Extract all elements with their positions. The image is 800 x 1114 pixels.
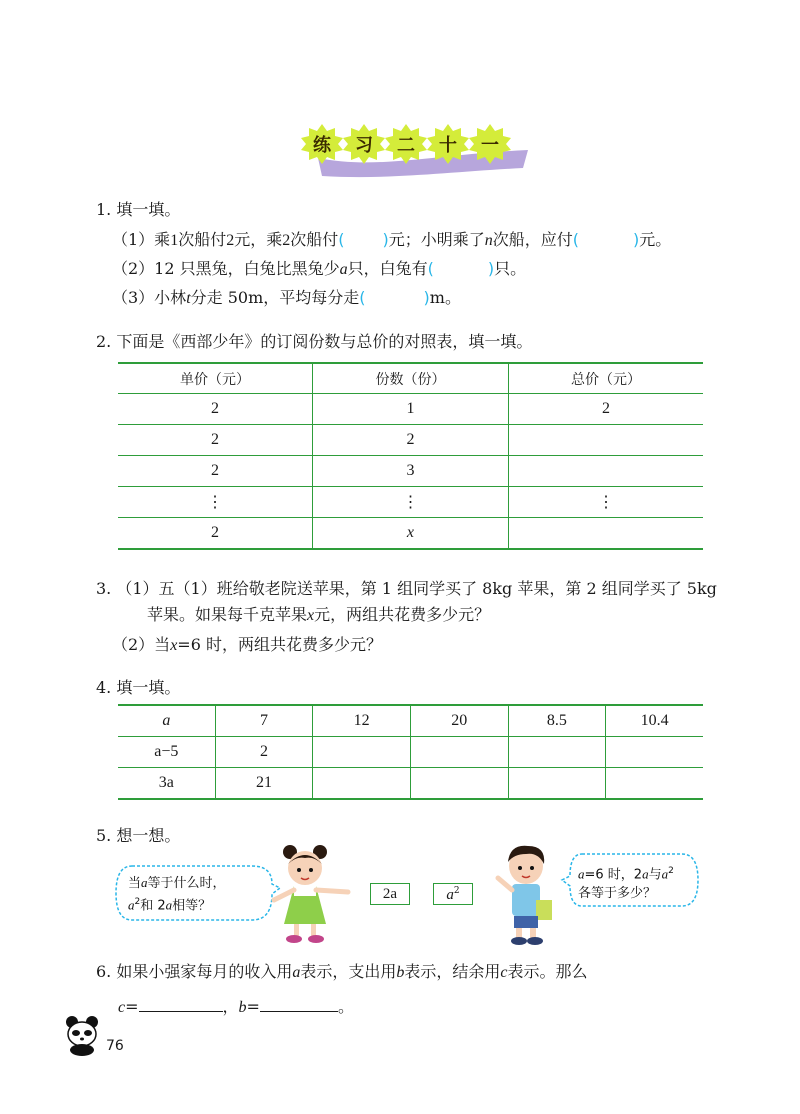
table-cell: ⋮ bbox=[508, 487, 703, 518]
q3-line-3: （2）当x=6 时，两组共花费多少元？ bbox=[112, 635, 382, 654]
expression-box-2a: 2a bbox=[370, 883, 410, 905]
answer-underline-c[interactable] bbox=[139, 995, 223, 1012]
answer-blank-2[interactable]: ( ) bbox=[572, 230, 640, 249]
q3-line-2: 苹果。如果每千克苹果x元，两组共花费多少元？ bbox=[147, 605, 491, 624]
answer-cell[interactable] bbox=[410, 737, 508, 768]
table-row bbox=[118, 518, 703, 550]
boy-illustration bbox=[494, 838, 564, 948]
answer-cell[interactable] bbox=[313, 737, 411, 768]
column-header: 份数（份） bbox=[313, 363, 509, 394]
title-char: 一 bbox=[481, 135, 499, 156]
panda-icon bbox=[62, 1014, 104, 1056]
page-number: 76 bbox=[106, 1038, 124, 1054]
title-char: 练 bbox=[313, 135, 331, 156]
answer-blank-4[interactable]: ( ) bbox=[359, 288, 430, 307]
answer-cell[interactable] bbox=[606, 737, 703, 768]
answer-cell[interactable] bbox=[508, 737, 606, 768]
q1-line-2: （2）12 只黑兔，白兔比黑兔少a只，白兔有( )只。 bbox=[112, 259, 527, 278]
table-cell: 12 bbox=[313, 705, 411, 737]
table-cell: 2 bbox=[118, 425, 313, 456]
table-cell: 21 bbox=[215, 768, 313, 800]
title-char: 十 bbox=[439, 135, 457, 156]
table-cell: 2 bbox=[215, 737, 313, 768]
title-badge bbox=[342, 124, 386, 164]
title-badge bbox=[384, 124, 428, 164]
title-char: 习 bbox=[355, 135, 373, 156]
table-cell: 10.4 bbox=[606, 705, 703, 737]
subscription-table bbox=[118, 362, 703, 550]
table-cell: 2 bbox=[508, 394, 703, 425]
table-row bbox=[118, 768, 703, 800]
table-cell: 2 bbox=[118, 518, 313, 550]
q2-heading: 2. 下面是《西部少年》的订阅份数与总价的对照表，填一填。 bbox=[96, 332, 533, 351]
answer-blank-1[interactable]: ( ) bbox=[338, 230, 389, 249]
q1-line-3: （3）小林t分走 50m，平均每分走( )m。 bbox=[112, 288, 461, 307]
answer-cell[interactable] bbox=[410, 768, 508, 800]
q1-line-1: （1）乘1次船付2元，乘2次船付( )元；小明乘了n次船，应付( )元。 bbox=[112, 230, 672, 249]
answer-underline-b[interactable] bbox=[260, 995, 338, 1012]
table-cell: 1 bbox=[313, 394, 509, 425]
answer-cell[interactable] bbox=[313, 768, 411, 800]
column-header: 总价（元） bbox=[508, 363, 703, 394]
table-cell: 7 bbox=[215, 705, 313, 737]
row-label: 3a bbox=[118, 768, 215, 800]
table-row bbox=[118, 456, 703, 487]
q5-heading: 5. 想一想。 bbox=[96, 826, 181, 845]
q1-heading: 1. 填一填。 bbox=[96, 200, 181, 219]
boy-speech-text: a=6 时，2a与$a^2$ 各等于多少？ bbox=[578, 866, 674, 902]
answer-cell[interactable] bbox=[508, 518, 703, 550]
table-cell: 2 bbox=[118, 456, 313, 487]
answer-blank-3[interactable]: ( ) bbox=[427, 259, 495, 278]
q3-line-1: 3. （1）五（1）班给敬老院送苹果，第 1 组同学买了 8kg 苹果，第 2 组同学买了 5kg bbox=[96, 579, 717, 598]
q6-line-2: c= ，b= 。 bbox=[118, 997, 354, 1016]
expression-table bbox=[118, 704, 703, 800]
expression-box-a-squared: $a^2$ bbox=[433, 883, 473, 905]
table-cell: ⋮ bbox=[313, 487, 509, 518]
table-row bbox=[118, 737, 703, 768]
table-cell: ⋮ bbox=[118, 487, 313, 518]
title-badge bbox=[426, 124, 470, 164]
table-row bbox=[118, 487, 703, 518]
girl-speech-text: 当a等于什么时， $a^2$和 2a相等？ bbox=[128, 875, 226, 914]
title-badge bbox=[300, 124, 344, 164]
table-row bbox=[118, 705, 703, 737]
table-cell: 3 bbox=[313, 456, 509, 487]
table-cell: 20 bbox=[410, 705, 508, 737]
row-label: a−5 bbox=[118, 737, 215, 768]
table-header-row bbox=[118, 363, 703, 394]
title-char: 二 bbox=[397, 135, 415, 156]
table-cell: 2 bbox=[118, 394, 313, 425]
answer-cell[interactable] bbox=[508, 768, 606, 800]
girl-illustration bbox=[268, 840, 358, 948]
answer-cell[interactable] bbox=[508, 425, 703, 456]
answer-cell[interactable] bbox=[508, 456, 703, 487]
title-badge bbox=[468, 124, 512, 164]
table-row bbox=[118, 425, 703, 456]
table-cell: 2 bbox=[313, 425, 509, 456]
q4-heading: 4. 填一填。 bbox=[96, 678, 181, 697]
table-row bbox=[118, 394, 703, 425]
row-label: a bbox=[118, 705, 215, 737]
table-cell: 8.5 bbox=[508, 705, 606, 737]
column-header: 单价（元） bbox=[118, 363, 313, 394]
q6-line-1: 6. 如果小强家每月的收入用a表示，支出用b表示，结余用c表示。那么 bbox=[96, 962, 588, 981]
answer-cell[interactable] bbox=[606, 768, 703, 800]
table-cell: x bbox=[313, 518, 509, 550]
